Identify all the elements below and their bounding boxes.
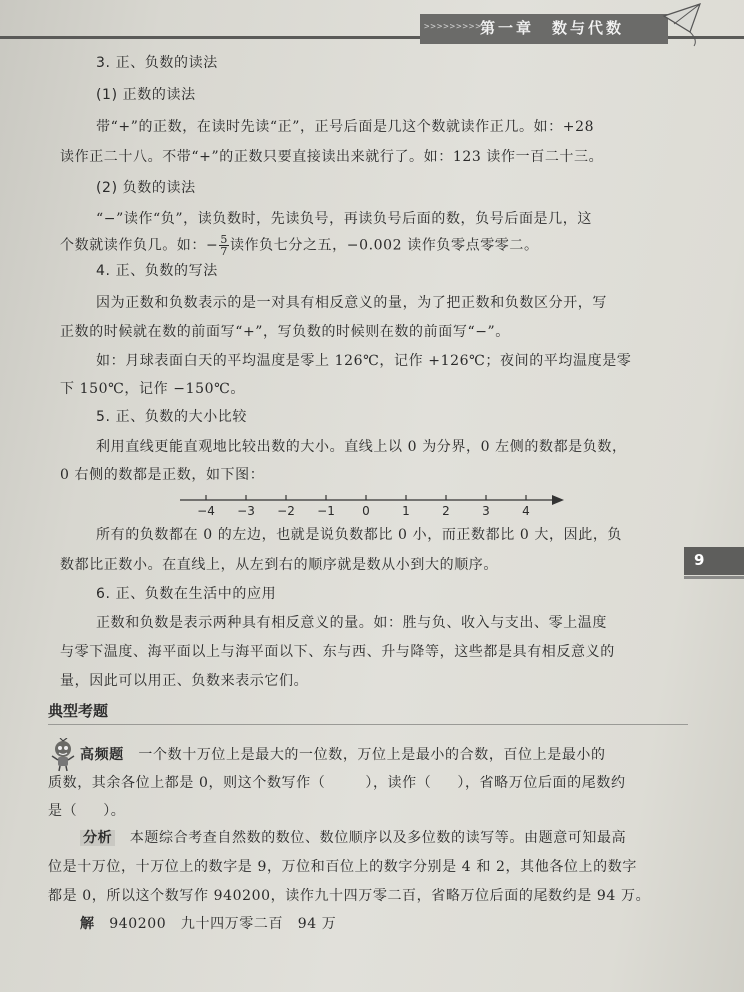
- analysis-label: 分析: [80, 830, 115, 846]
- section-6-title: 6. 正、负数在生活中的应用: [96, 586, 277, 602]
- problem-text: 一个数十万位上是最大的一位数，万位上是最小的合数，百位上是最小的: [138, 747, 606, 763]
- section-3-1-title: (1) 正数的读法: [96, 87, 196, 103]
- analysis-line: 都是 0，所以这个数写作 940200，读作九十四万零二百，省略万位后面的尾数约是 94 万。: [48, 888, 651, 904]
- page-number: 9: [694, 551, 705, 569]
- section-3-title: 3. 正、负数的读法: [96, 55, 218, 71]
- answer-value: 94 万: [297, 916, 337, 932]
- number-line-tick-label: −3: [237, 504, 255, 518]
- paragraph-line: 带“+”的正数，在读时先读“正”，正号后面是几这个数就读作正几。如：+28: [96, 119, 595, 135]
- fraction-denominator: 7: [220, 245, 228, 258]
- fraction-suffix: 读作负七分之五，−0.002 读作负零点零零二。: [229, 237, 539, 254]
- problem-text: ），省略万位后面的尾数约: [457, 775, 626, 791]
- section-3-2-title: (2) 负数的读法: [96, 180, 196, 196]
- section-heading: 典型考题: [48, 702, 109, 720]
- number-line-tick-label: −2: [277, 504, 295, 518]
- paragraph-line: 下 150℃，记作 −150℃。: [60, 381, 245, 397]
- section-rule: [48, 724, 688, 725]
- paragraph-line-with-fraction: [60, 234, 539, 257]
- paragraph-line: “−”读作“负”，读负数时，先读负号，再读负号后面的数，负号后面是几，这: [96, 211, 592, 227]
- paragraph-line: 与零下温度、海平面以上与海平面以下、东与西、升与降等，这些都是具有相反意义的: [60, 644, 615, 660]
- problem-label: 高频题: [80, 747, 124, 763]
- fraction: [219, 234, 229, 257]
- paragraph-line: 如：月球表面白天的平均温度是零上 126℃，记作 +126℃；夜间的平均温度是零: [96, 353, 632, 369]
- paragraph-line: 量，因此可以用正、负数来表示它们。: [60, 673, 309, 689]
- paragraph-line: 读作正二十八。不带“+”的正数只要直接读出来就行了。如：123 读作一百二十三。: [60, 149, 604, 165]
- number-line: [170, 490, 570, 520]
- number-line-tick-label: 3: [482, 504, 490, 518]
- problem-line: [80, 746, 606, 764]
- problem-text: 是（: [48, 803, 78, 819]
- problem-text: 质数，其余各位上都是 0，则这个数写作（: [48, 775, 326, 791]
- section-4-title: 4. 正、负数的写法: [96, 263, 218, 279]
- chapter-title: 第一章 数与代数: [480, 19, 625, 37]
- paragraph-line: 0 右侧的数都是正数，如下图：: [60, 467, 265, 483]
- section-5-title: 5. 正、负数的大小比较: [96, 409, 248, 425]
- analysis-text: 本题综合考查自然数的数位、数位顺序以及多位数的读写等。由题意可知最高: [129, 830, 627, 846]
- answer-value: 九十四万零二百: [180, 916, 284, 932]
- number-line-tick-label: 2: [442, 504, 450, 518]
- header-dots: >>>>>>>>>: [424, 22, 482, 32]
- analysis-line: [80, 829, 626, 847]
- number-line-tick-label: 4: [522, 504, 530, 518]
- number-line-tick-label: −4: [197, 504, 215, 518]
- problem-line: [48, 802, 125, 820]
- paragraph-line: 正数和负数是表示两种具有相反意义的量。如：胜与负、收入与支出、零上温度: [96, 615, 607, 631]
- problem-line: [48, 774, 626, 792]
- answer-line: [80, 915, 336, 933]
- analysis-line: 位是十万位，十万位上的数字是 9，万位和百位上的数字分别是 4 和 2，其他各位上的数字: [48, 859, 637, 875]
- fraction-prefix: 个数就读作负几。如：−: [60, 237, 219, 254]
- paragraph-line: 利用直线更能直观地比较出数的大小。直线上以 0 为分界，0 左侧的数都是负数，: [96, 439, 627, 455]
- problem-text: ）。: [103, 803, 126, 819]
- number-line-tick-label: 1: [402, 504, 410, 518]
- cartoon-character-icon: [48, 738, 78, 772]
- number-line-tick-label: 0: [362, 504, 370, 518]
- page-tab-rule: [684, 576, 744, 579]
- number-line-tick-label: −1: [317, 504, 335, 518]
- problem-text: ），读作（: [365, 775, 432, 791]
- answer-label: 解: [80, 916, 95, 932]
- paragraph-line: 所有的负数都在 0 的左边，也就是说负数都比 0 小，而正数都比 0 大，因此，负: [96, 527, 623, 543]
- kite-decoration-icon: [660, 2, 720, 48]
- page-header: [0, 0, 744, 46]
- number-line-arrow-icon: [552, 495, 564, 505]
- fraction-numerator: 5: [220, 233, 228, 246]
- paragraph-line: 数都比正数小。在直线上，从左到右的顺序就是数从小到大的顺序。: [60, 557, 498, 573]
- page-number-tab: [684, 547, 744, 575]
- paragraph-line: 正数的时候就在数的前面写“+”，写负数的时候则在数的前面写“−”。: [60, 324, 510, 340]
- paragraph-line: 因为正数和负数表示的是一对具有相反意义的量，为了把正数和负数区分开，写: [96, 295, 607, 311]
- answer-value: 940200: [109, 916, 167, 932]
